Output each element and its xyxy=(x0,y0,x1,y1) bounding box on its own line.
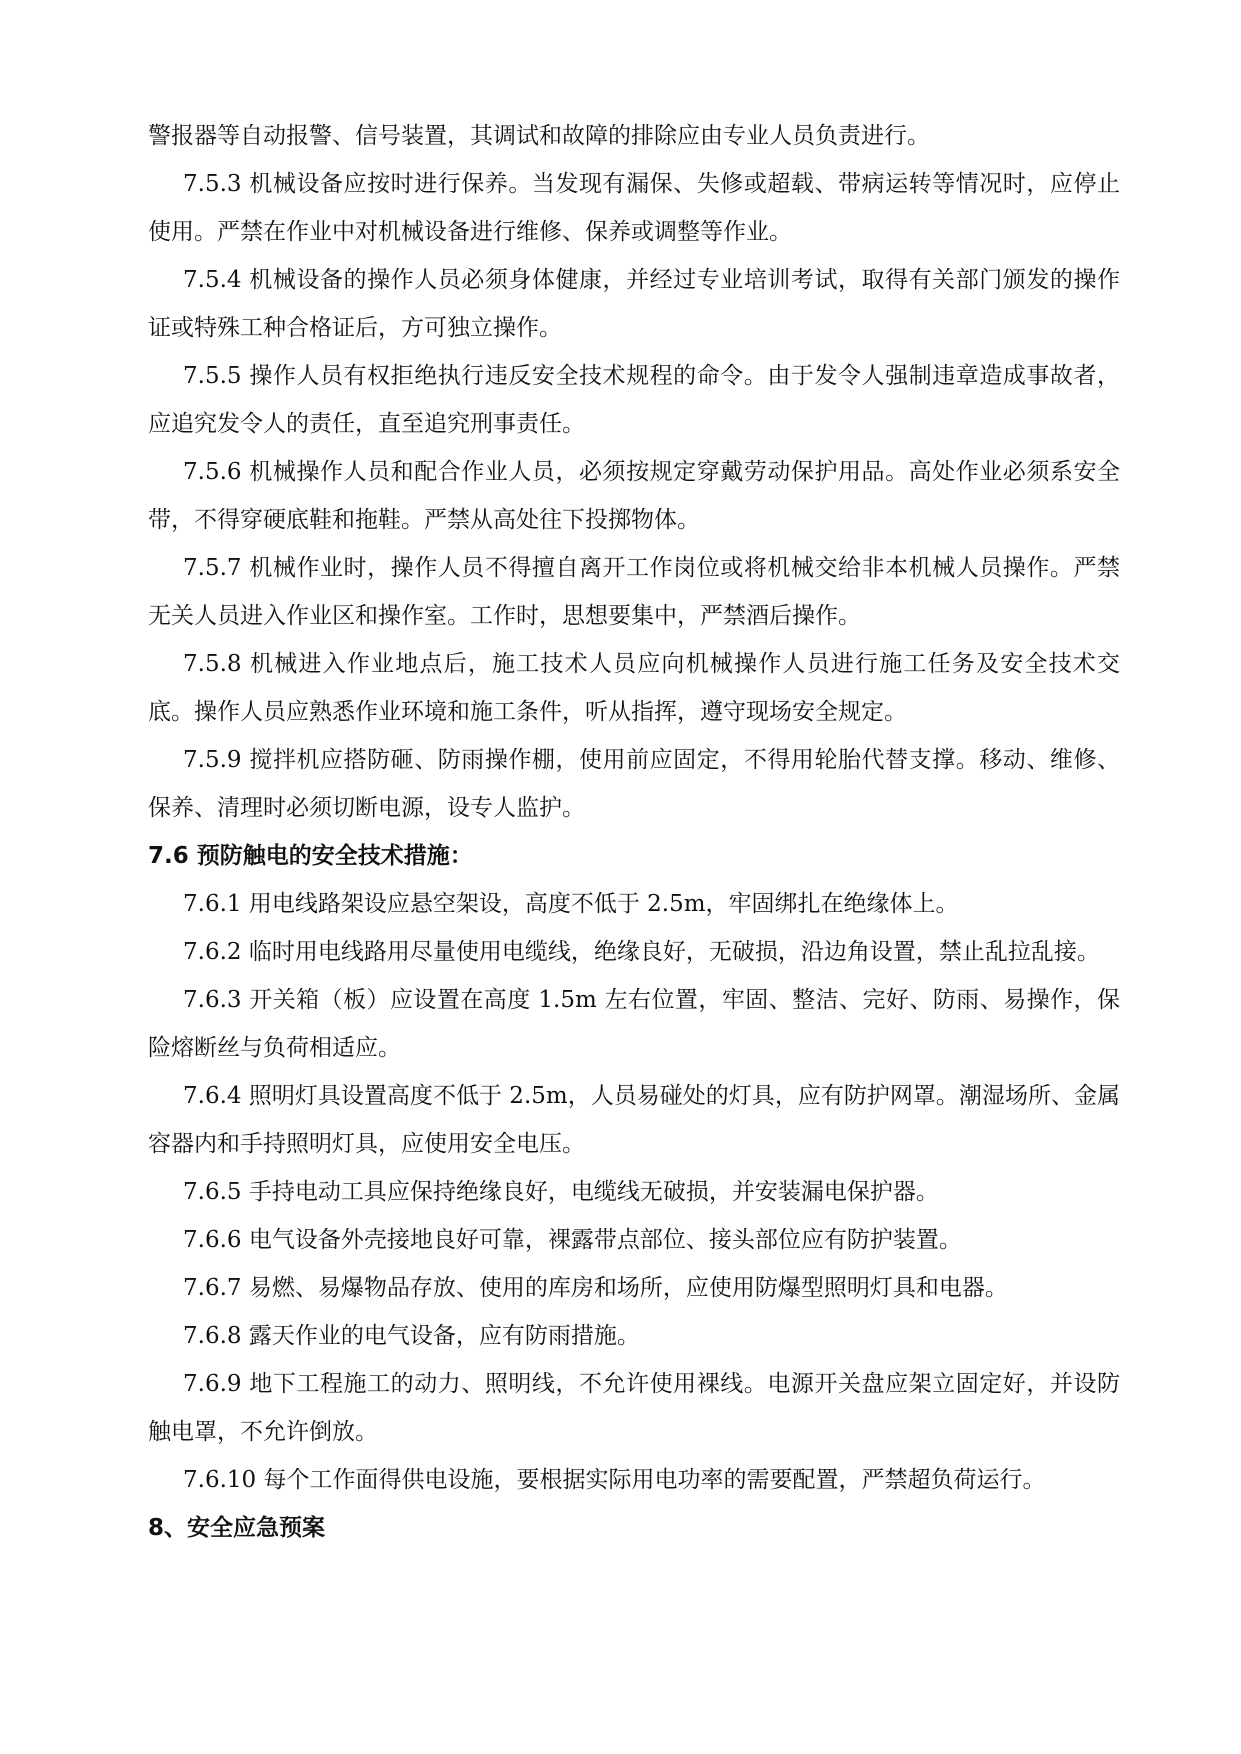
paragraph-continuation: 警报器等自动报警、信号装置，其调试和故障的排除应由专业人员负责进行。 xyxy=(148,123,930,149)
paragraph-7-5-5: 7.5.5 操作人员有权拒绝执行违反安全技术规程的命令。由于发令人强制违章造成事故者，应追究发令人的责任，直至追究刑事责任。 xyxy=(148,363,1120,437)
section-heading-7-6: 7.6 预防触电的安全技术措施： xyxy=(148,843,473,869)
paragraph-7-5-4: 7.5.4 机械设备的操作人员必须身体健康，并经过专业培训考试，取得有关部门颁发的操作证或特殊工种合格证后，方可独立操作。 xyxy=(148,267,1120,341)
paragraph-7-6-2: 7.6.2 临时用电线路用尽量使用电缆线，绝缘良好，无破损，沿边角设置，禁止乱拉乱接。 xyxy=(183,939,1100,965)
paragraph-7-5-7: 7.5.7 机械作业时，操作人员不得擅自离开工作岗位或将机械交给非本机械人员操作。严禁无关人员进入作业区和操作室。工作时，思想要集中，严禁酒后操作。 xyxy=(148,555,1120,629)
paragraph-7-5-8: 7.5.8 机械进入作业地点后，施工技术人员应向机械操作人员进行施工任务及安全技术交底。操作人员应熟悉作业环境和施工条件，听从指挥，遵守现场安全规定。 xyxy=(148,651,1120,725)
paragraph-7-6-1: 7.6.1 用电线路架设应悬空架设，高度不低于 2.5m，牢固绑扎在绝缘体上。 xyxy=(183,891,959,917)
paragraph-7-6-3: 7.6.3 开关箱（板）应设置在高度 1.5m 左右位置，牢固、整洁、完好、防雨、易操作，保险熔断丝与负荷相适应。 xyxy=(148,987,1120,1061)
section-heading-8: 8、安全应急预案 xyxy=(148,1515,326,1541)
paragraph-7-5-6: 7.5.6 机械操作人员和配合作业人员，必须按规定穿戴劳动保护用品。高处作业必须系安全带，不得穿硬底鞋和拖鞋。严禁从高处往下投掷物体。 xyxy=(148,459,1120,533)
paragraph-7-6-6: 7.6.6 电气设备外壳接地良好可靠，裸露带点部位、接头部位应有防护装置。 xyxy=(183,1227,962,1253)
paragraph-7-6-5: 7.6.5 手持电动工具应保持绝缘良好，电缆线无破损，并安装漏电保护器。 xyxy=(183,1179,939,1205)
document-page xyxy=(148,112,1120,1552)
paragraph-7-6-4: 7.6.4 照明灯具设置高度不低于 2.5m，人员易碰处的灯具，应有防护网罩。潮湿场所、金属容器内和手持照明灯具，应使用安全电压。 xyxy=(148,1083,1120,1157)
paragraph-7-5-9: 7.5.9 搅拌机应搭防砸、防雨操作棚，使用前应固定，不得用轮胎代替支撑。移动、维修、保养、清理时必须切断电源，设专人监护。 xyxy=(148,747,1120,821)
paragraph-7-6-8: 7.6.8 露天作业的电气设备，应有防雨措施。 xyxy=(183,1323,640,1349)
paragraph-7-6-9: 7.6.9 地下工程施工的动力、照明线，不允许使用裸线。电源开关盘应架立固定好，并设防触电罩，不允许倒放。 xyxy=(148,1371,1120,1445)
paragraph-7-6-10: 7.6.10 每个工作面得供电设施，要根据实际用电功率的需要配置，严禁超负荷运行。 xyxy=(183,1467,1046,1493)
paragraph-7-5-3: 7.5.3 机械设备应按时进行保养。当发现有漏保、失修或超载、带病运转等情况时，应停止使用。严禁在作业中对机械设备进行维修、保养或调整等作业。 xyxy=(148,171,1120,245)
paragraph-7-6-7: 7.6.7 易燃、易爆物品存放、使用的库房和场所，应使用防爆型照明灯具和电器。 xyxy=(183,1275,1008,1301)
